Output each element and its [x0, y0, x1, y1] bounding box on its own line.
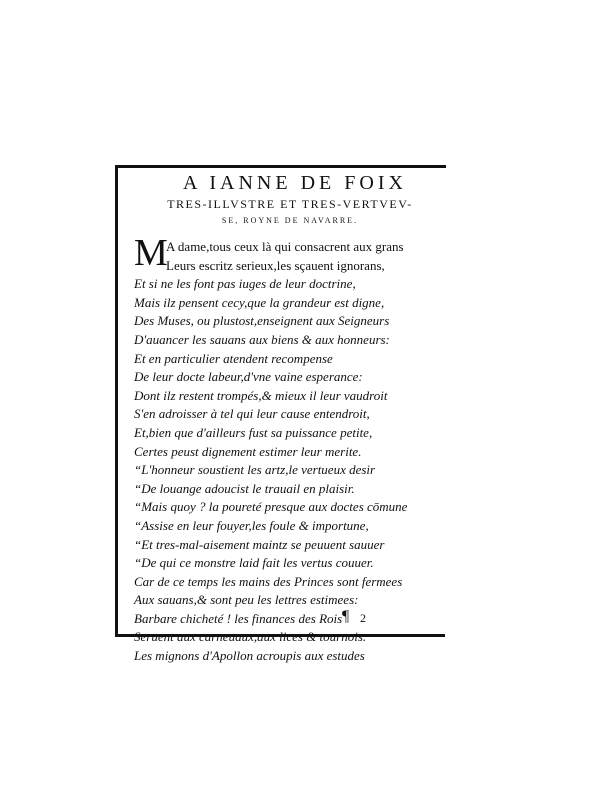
- poem-line: “Assise en leur fouyer,les foule & importune,: [134, 517, 369, 533]
- poem-line: Mais ilz pensent cecy,que la grandeur est digne,: [134, 294, 385, 310]
- dedication-subtitle-line1: TRES-ILLVSTRE ET TRES-VERTVEV-: [167, 197, 413, 211]
- poem-line: Seruent aux carneuaux,aux lices & tournois.: [134, 629, 367, 645]
- poem-line: Car de ce temps les mains des Princes sont fermees: [134, 573, 403, 589]
- poem-line: De leur docte labeur,d'vne vaine esperance:: [134, 369, 363, 385]
- poem-line: Barbare chicheté ! les finances des Rois: [134, 610, 343, 626]
- poem-line: D'auancer les sauans aux biens & aux honneurs:: [134, 331, 390, 347]
- signature-mark: ¶: [342, 608, 350, 625]
- page-title: A IANNE DE FOIX: [183, 172, 407, 194]
- dedication-subtitle-line2: SE, ROYNE DE NAVARRE.: [221, 216, 359, 225]
- poem-line: S'en adroisser à tel qui leur cause entendroit,: [134, 406, 370, 422]
- poem-line: Et,bien que d'ailleurs fust sa puissance petite,: [134, 424, 373, 440]
- poem-line: “Et tres-mal-aisement maintz se peuuent sauuer: [134, 536, 385, 552]
- poem-line: A dame,tous ceux là qui consacrent aux grans: [166, 239, 404, 254]
- poem-line: Et en particulier atendent recompense: [134, 350, 333, 366]
- poem-line: “Mais quoy ? la poureté presque aux doctes cōmune: [134, 499, 408, 515]
- drop-capital: M: [134, 232, 168, 274]
- poem-line: Leurs escritz serieux,les sçauent ignorans,: [166, 257, 385, 273]
- page-border-top: [116, 165, 446, 168]
- poem-body: [134, 238, 434, 666]
- poem-line: “De qui ce monstre laid fait les vertus couuer.: [134, 555, 374, 571]
- page-border-left: [115, 165, 118, 637]
- page-number: 2: [360, 611, 366, 625]
- poem-line: Des Muses, ou plustost,enseignent aux Seigneurs: [134, 313, 390, 329]
- poem-line: Certes peust dignement estimer leur merite.: [134, 443, 362, 459]
- poem-line: Dont ilz restent trompés,& mieux il leur vaudroit: [134, 387, 388, 403]
- poem-line: Aux sauans,& sont peu les lettres estimees:: [134, 592, 359, 608]
- poem-line: Les mignons d'Apollon acroupis aux estudes: [134, 648, 365, 664]
- poem-line: Et si ne les font pas iuges de leur doctrine,: [134, 276, 356, 292]
- poem-line: “L'honneur soustient les artz,le vertueux desir: [134, 462, 376, 478]
- poem-line: “De louange adoucist le trauail en plaisir.: [134, 480, 355, 496]
